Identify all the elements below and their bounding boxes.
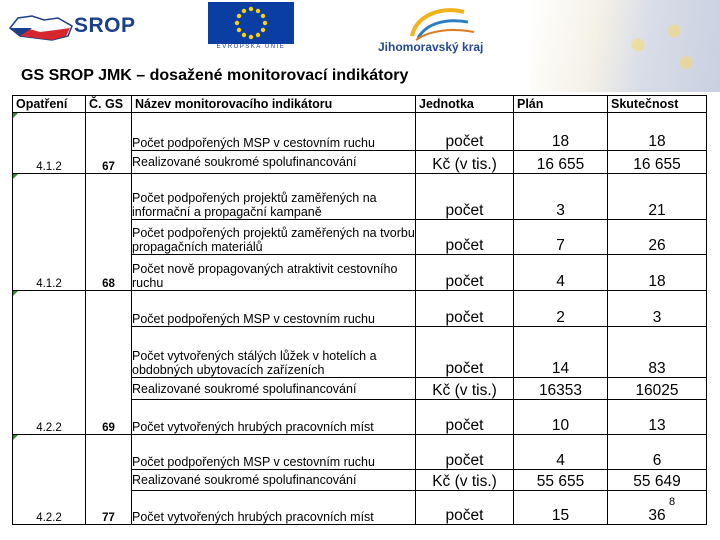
table-row [13,174,707,220]
indicator-name: Realizované soukromé spolufinancování [132,151,416,174]
eu-flag-logo [208,2,294,60]
unit-cell: Kč (v tis.) [416,151,514,174]
plan-cell: 4 [514,435,608,470]
actual-cell: 6 [608,435,707,470]
actual-cell: 18 [608,113,707,151]
plan-cell: 15 [514,491,608,525]
measure-code: 4.1.2 [13,174,86,291]
unit-cell: počet [416,400,514,435]
unit-cell: počet [416,291,514,327]
actual-cell: 83 [608,327,707,378]
plan-cell: 16 655 [514,151,608,174]
measure-code: 4.1.2 [13,113,86,174]
srop-logo-text: SROP [74,14,136,37]
table-header-row [13,96,707,113]
actual-cell: 16025 [608,378,707,400]
column-header: Název monitorovacího indikátoru [132,96,416,113]
unit-cell: počet [416,220,514,255]
indicator-name: Počet podpořených MSP v cestovním ruchu [132,113,416,151]
indicator-name: Realizované soukromé spolufinancování [132,378,416,400]
indicators-table [12,95,707,525]
indicator-name: Počet vytvořených hrubých pracovních míst [132,491,416,525]
actual-cell: 13 [608,400,707,435]
plan-cell: 18 [514,113,608,151]
table-row [13,291,707,327]
plan-cell: 4 [514,255,608,291]
actual-cell: 3 [608,291,707,327]
actual-cell: 26 [608,220,707,255]
unit-cell: počet [416,174,514,220]
actual-cell: 55 649 [608,470,707,491]
eu-flag-background [530,0,720,92]
indicator-name: Počet nově propagovaných atraktivit cestovního ruchu [132,255,416,291]
column-header: Opatření [13,96,86,113]
plan-cell: 55 655 [514,470,608,491]
unit-cell: počet [416,255,514,291]
gs-number: 67 [86,113,132,174]
indicator-name: Počet vytvořených hrubých pracovních míst [132,400,416,435]
indicator-name: Realizované soukromé spolufinancování [132,470,416,491]
indicator-name: Počet vytvořených stálých lůžek v hotelích a obdobných ubytovacích zařízeních [132,327,416,378]
plan-cell: 16353 [514,378,608,400]
unit-cell: počet [416,491,514,525]
measure-code: 4.2.2 [13,291,86,435]
actual-cell: 36 [608,491,707,525]
actual-cell: 18 [608,255,707,291]
unit-cell: počet [416,435,514,470]
plan-cell: 3 [514,174,608,220]
gs-number: 69 [86,291,132,435]
indicator-name: Počet podpořených projektů zaměřených na tvorbu propagačních materiálů [132,220,416,255]
unit-cell: Kč (v tis.) [416,470,514,491]
table-row [13,113,707,151]
column-header: Skutečnost [608,96,707,113]
gs-number: 68 [86,174,132,291]
plan-cell: 14 [514,327,608,378]
actual-cell: 21 [608,174,707,220]
column-header: Plán [514,96,608,113]
actual-cell: 16 655 [608,151,707,174]
indicator-name: Počet podpořených projektů zaměřených na informační a propagační kampaně [132,174,416,220]
table-row [13,435,707,470]
column-header: Jednotka [416,96,514,113]
plan-cell: 2 [514,291,608,327]
slide-title: GS SROP JMK – dosažené monitorovací indikátory [21,67,409,84]
unit-cell: počet [416,113,514,151]
indicator-name: Počet podpořených MSP v cestovním ruchu [132,435,416,470]
plan-cell: 7 [514,220,608,255]
measure-code: 4.2.2 [13,435,86,525]
unit-cell: Kč (v tis.) [416,378,514,400]
region-logo-text: Jihomoravský kraj [378,40,484,54]
indicator-name: Počet podpořených MSP v cestovním ruchu [132,291,416,327]
eu-caption: EVROPSKÁ UNIE [216,44,286,50]
plan-cell: 10 [514,400,608,435]
gs-number: 77 [86,435,132,525]
slide-header [0,0,720,95]
page-number: 8 [669,496,676,508]
unit-cell: počet [416,327,514,378]
column-header: Č. GS [86,96,132,113]
